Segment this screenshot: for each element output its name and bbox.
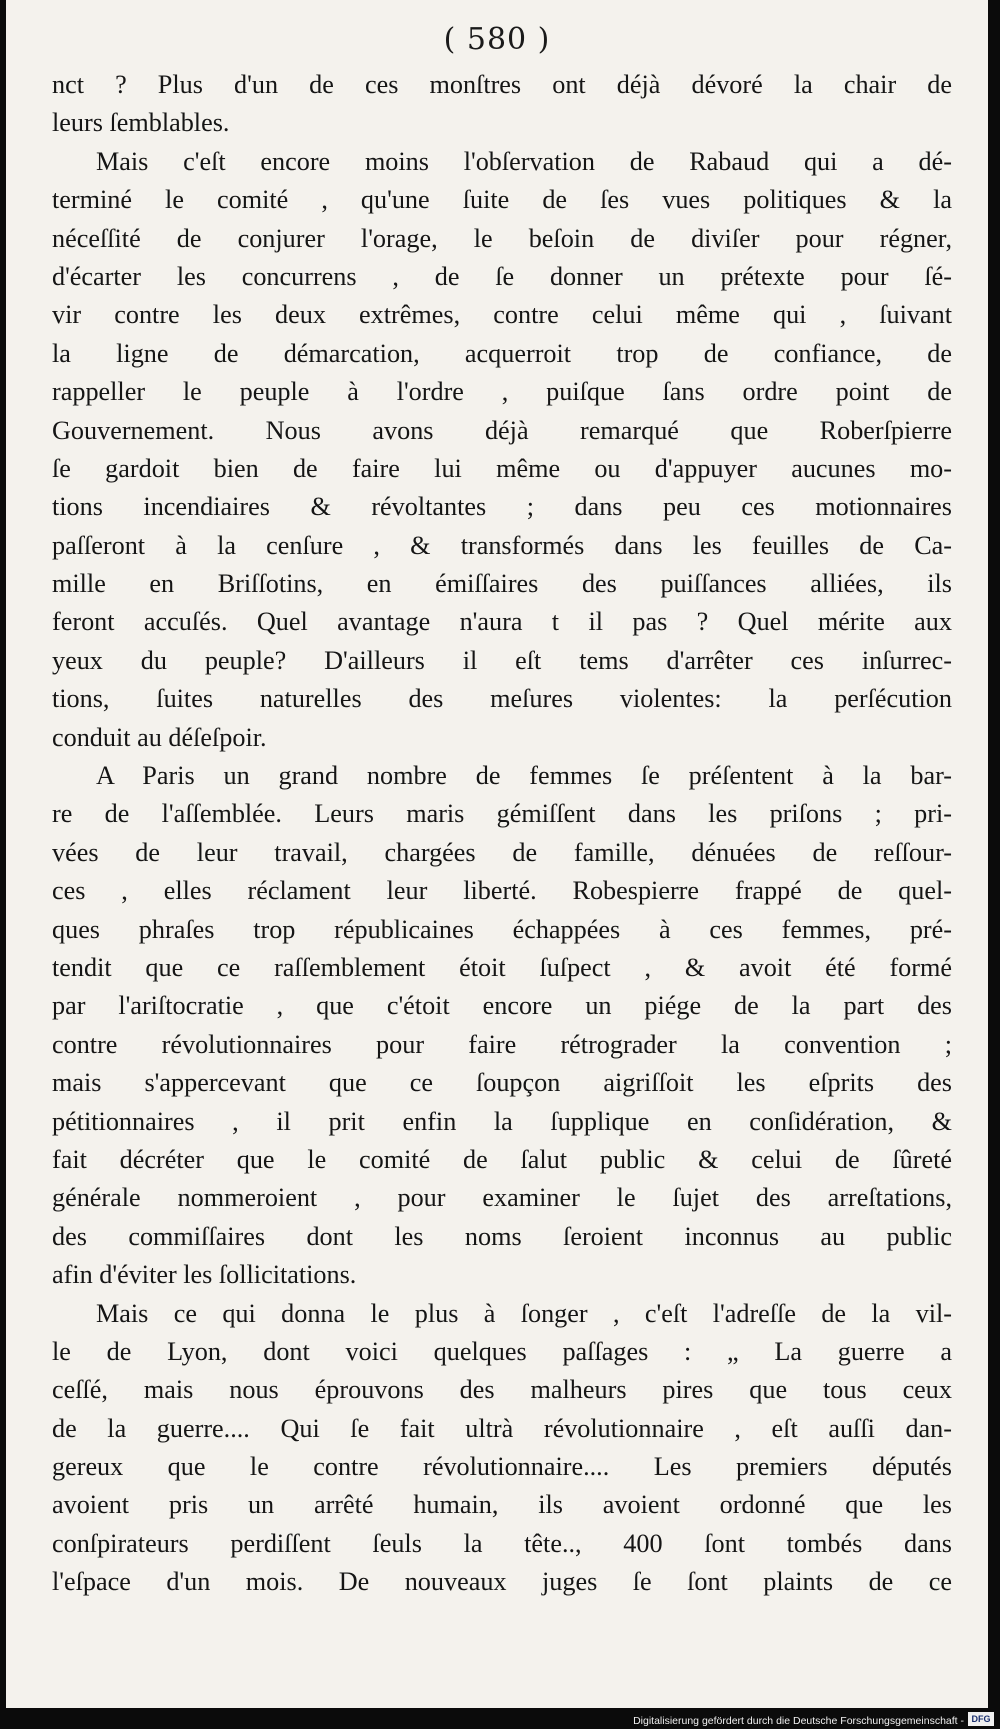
text-line: fait décréter que le comité de ſalut public & celui de ſûreté [52, 1144, 952, 1174]
text-line: afin d'éviter les ſollicitations. [52, 1260, 357, 1290]
text-line: terminé le comité , qu'une ſuite de ſes vues politiques & la [52, 185, 952, 215]
text-line: conduit au déſeſpoir. [52, 722, 267, 752]
text-line: Gouvernement. Nous avons déjà remarqué que Roberſpierre [52, 415, 952, 445]
text-line: mais s'appercevant que ce ſoupçon aigriſſoit les eſprits des [52, 1068, 952, 1098]
text-line: néceſſité de conjurer l'orage, le beſoin de diviſer pour régner, [52, 223, 952, 253]
book-page [6, 0, 988, 1708]
text-line: leurs ſemblables. [52, 108, 230, 138]
dfg-logo: DFG [968, 1712, 994, 1726]
text-line: tendit que ce raſſemblement étoit ſuſpect , & avoit été formé [52, 952, 952, 982]
text-line: ces , elles réclament leur liberté. Robespierre frappé de quel- [52, 876, 952, 906]
text-line: contre révolutionnaires pour faire rétrograder la convention ; [52, 1029, 952, 1059]
text-line: Mais ce qui donna le plus à ſonger , c'eſt l'adreſſe de la vil- [96, 1298, 952, 1328]
page-number: ( 580 ) [443, 22, 551, 57]
digitization-credit: Digitalisierung gefördert durch die Deutsche Forschungsgemeinschaft - [633, 1715, 964, 1727]
text-line: Mais c'eſt encore moins l'obſervation de Rabaud qui a dé- [96, 146, 952, 176]
text-line: de la guerre.... Qui ſe fait ultrà révolutionnaire , eſt auſſi dan- [52, 1413, 952, 1443]
text-line: re de l'aſſemblée. Leurs maris gémiſſent dans les priſons ; pri- [52, 799, 952, 829]
text-line: avoient pris un arrêté humain, ils avoient ordonné que les [52, 1490, 952, 1520]
text-line: l'eſpace d'un mois. De nouveaux juges ſe ſont plaints de ce [52, 1567, 952, 1597]
text-line: d'écarter les concurrens , de ſe donner un prétexte pour ſé- [52, 261, 952, 291]
text-line: nct ? Plus d'un de ces monſtres ont déjà dévoré la chair de [52, 70, 952, 99]
text-line: ſe gardoit bien de faire lui même ou d'appuyer aucunes mo- [52, 453, 952, 483]
text-line: A Paris un grand nombre de femmes ſe préſentent à la bar- [96, 761, 952, 791]
text-line: ques phraſes trop républicaines échappées à ces femmes, pré- [52, 914, 952, 944]
text-line: paſſeront à la cenſure , & transformés dans les feuilles de Ca- [52, 530, 952, 560]
text-line: rappeller le peuple à l'ordre , puiſque ſans ordre point de [52, 377, 952, 407]
text-line: pétitionnaires , il prit enfin la ſupplique en conſidération, & [52, 1106, 952, 1136]
text-line: par l'ariſtocratie , que c'étoit encore un piége de la part des [52, 991, 952, 1021]
text-line: le de Lyon, dont voici quelques paſſages : „ La guerre a [52, 1336, 952, 1366]
text-line: feront accuſés. Quel avantage n'aura t il pas ? Quel mérite aux [52, 607, 952, 637]
text-line: des commiſſaires dont les noms ſeroient inconnus au public [52, 1221, 952, 1251]
text-line: mille en Briſſotins, en émiſſaires des puiſſances alliées, ils [52, 569, 952, 599]
text-line: générale nommeroient , pour examiner le ſujet des arreſtations, [52, 1183, 952, 1213]
text-line: ceſſé, mais nous éprouvons des malheurs pires que tous ceux [52, 1375, 952, 1405]
text-line: tions incendiaires & révoltantes ; dans peu ces motionnaires [52, 492, 952, 522]
text-line: gereux que le contre révolutionnaire.... Les premiers députés [52, 1452, 952, 1482]
text-line: tions, ſuites naturelles des meſures violentes: la perſécution [52, 684, 952, 714]
text-line: yeux du peuple? D'ailleurs il eſt tems d'arrêter ces inſurrec- [52, 645, 952, 675]
text-line: conſpirateurs perdiſſent ſeuls la tête.., 400 ſont tombés dans [52, 1528, 952, 1558]
text-line: vées de leur travail, chargées de famille, dénuées de reſſour- [52, 837, 952, 867]
text-line: la ligne de démarcation, acquerroit trop de confiance, de [52, 338, 952, 368]
body-text [52, 66, 952, 1602]
text-line: vir contre les deux extrêmes, contre celui même qui , ſuivant [52, 300, 952, 330]
